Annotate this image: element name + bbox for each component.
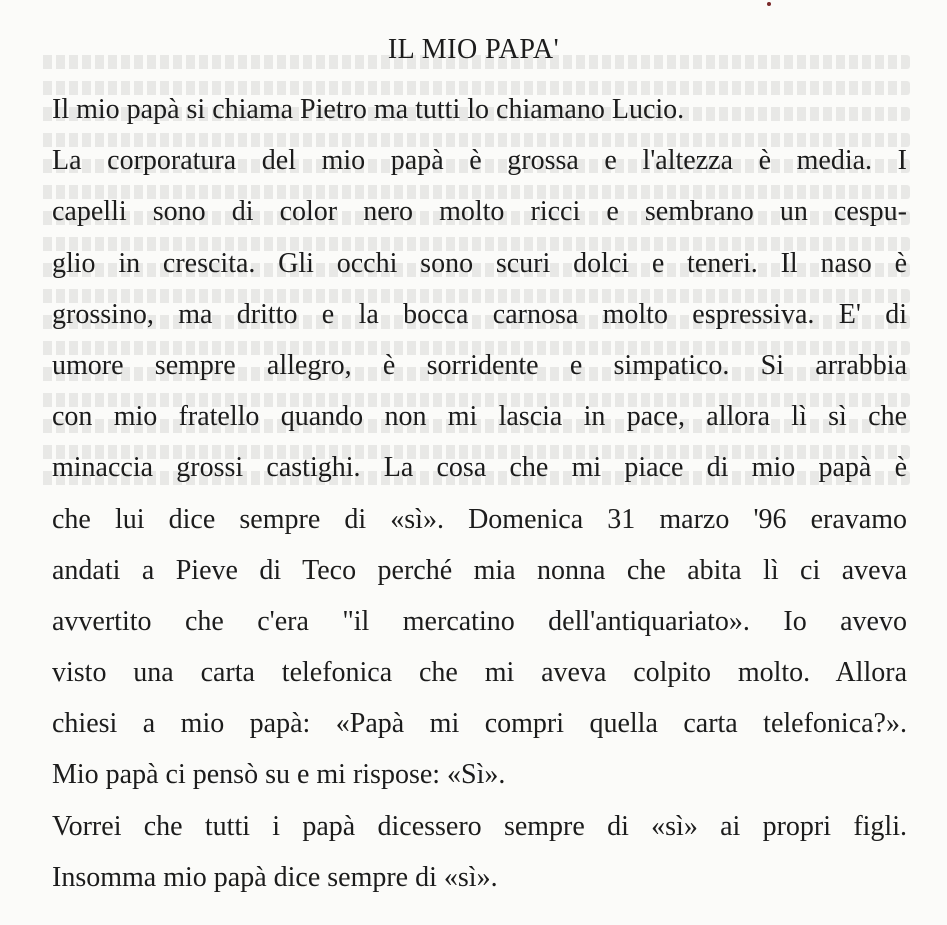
text-line: La corporatura del mio papà è grossa e l'altezza è media. I (52, 145, 907, 177)
body-text (52, 84, 907, 903)
text-line: chiesi a mio papà: «Papà mi compri quella carta telefonica?». (52, 708, 907, 740)
text-line: glio in crescita. Gli occhi sono scuri dolci e teneri. Il naso è (52, 247, 907, 279)
text-line: Insomma mio papà dice sempre di «sì». (52, 861, 498, 893)
text-line: visto una carta telefonica che mi aveva colpito molto. Allora (52, 657, 907, 689)
text-line: minaccia grossi castighi. La cosa che mi piace di mio papà è (52, 452, 907, 484)
text-line: avvertito che c'era "il mercatino dell'antiquariato». Io avevo (52, 605, 907, 637)
text-line: umore sempre allegro, è sorridente e simpatico. Si arrabbia (52, 349, 907, 381)
text-line: grossino, ma dritto e la bocca carnosa molto espressiva. E' di (52, 298, 907, 330)
text-line: che lui dice sempre di «sì». Domenica 31 marzo '96 eravamo (52, 503, 907, 535)
text-line: con mio fratello quando non mi lascia in pace, allora lì sì che (52, 401, 907, 433)
page-title: IL MIO PAPA' (387, 34, 560, 65)
text-line: andati a Pieve di Teco perché mia nonna che abita lì ci aveva (52, 554, 907, 586)
text-line: capelli sono di color nero molto ricci e sembrano un cespu- (52, 196, 907, 228)
text-line: Vorrei che tutti i papà dicessero sempre di «sì» ai propri figli. (52, 810, 907, 842)
text-line: Il mio papà si chiama Pietro ma tutti lo chiamano Lucio. (52, 94, 685, 125)
text-line: Mio papà ci pensò su e mi rispose: «Sì». (52, 759, 506, 791)
ink-speck (767, 2, 771, 6)
